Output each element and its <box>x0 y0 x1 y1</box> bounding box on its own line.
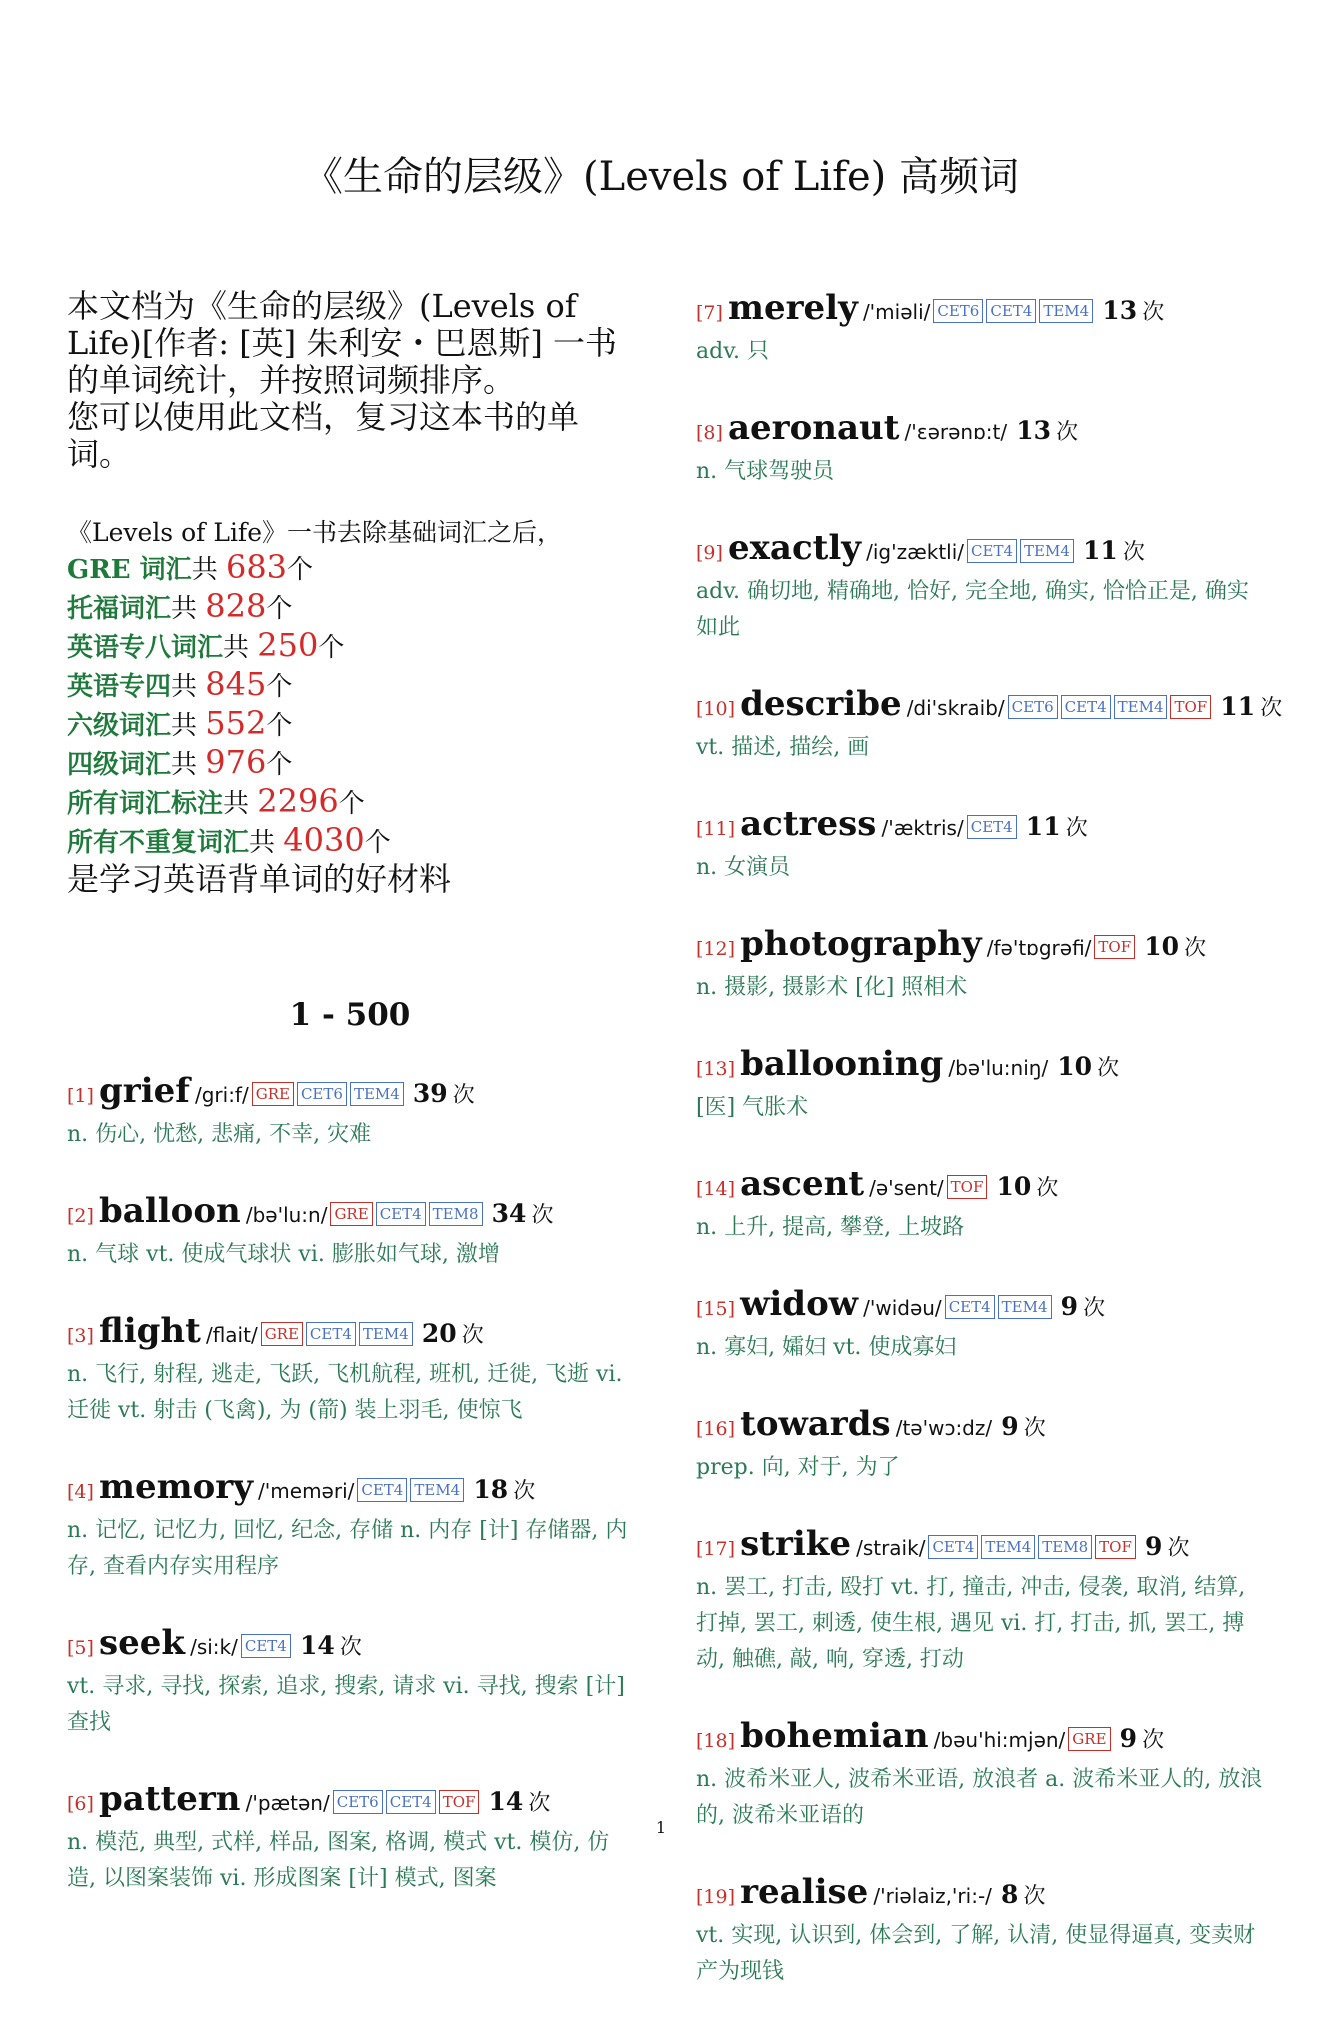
exam-tag: TEM4 <box>1020 539 1074 563</box>
entry-count-unit: 次 <box>1097 1056 1120 1081</box>
entry-word: towards <box>740 1404 891 1444</box>
entry-index: [11] <box>696 818 736 840</box>
exam-tag: CET6 <box>1008 695 1058 719</box>
exam-tag: TEM4 <box>410 1478 464 1502</box>
word-entry <box>696 924 1266 1006</box>
exam-tag: CET4 <box>306 1322 356 1346</box>
stat-mid: 共 <box>171 750 206 780</box>
stats-closing: 是学习英语背单词的好材料 <box>67 860 452 898</box>
stat-mid: 共 <box>191 555 226 585</box>
entry-count-unit: 次 <box>1122 540 1145 565</box>
stat-value: 976 <box>205 743 267 781</box>
exam-tag: CET4 <box>357 1478 407 1502</box>
entry-definition: n. 波希米亚人, 波希米亚语, 放浪者 a. 波希米亚人的, 放浪的, 波希米亚语的 <box>696 1767 1263 1828</box>
stat-line <box>67 744 633 783</box>
entry-count-unit: 次 <box>1065 816 1088 841</box>
stat-label: 所有词汇标注 <box>67 789 224 819</box>
entry-word: seek <box>99 1623 185 1663</box>
stat-label: 英语专八词汇 <box>67 633 224 663</box>
entry-index: [4] <box>67 1481 94 1503</box>
entry-word: widow <box>740 1284 859 1324</box>
entry-definition: n. 飞行, 射程, 逃走, 飞跃, 飞机航程, 班机, 迁徙, 飞逝 vi. 迁徙 vt. 射击 (飞禽), 为 (箭) 装上羽毛, 使惊飞 <box>67 1362 623 1423</box>
entry-index: [3] <box>67 1325 94 1347</box>
entry-count-unit: 次 <box>339 1635 362 1660</box>
entry-definition: n. 寡妇, 孀妇 vt. 使成寡妇 <box>696 1335 957 1360</box>
word-entry <box>696 804 1266 886</box>
entry-index: [12] <box>696 938 736 960</box>
entry-count: 14 <box>299 1631 335 1660</box>
entry-count-unit: 次 <box>531 1203 554 1228</box>
stat-mid: 共 <box>223 633 258 663</box>
word-entry <box>696 1164 1266 1246</box>
entry-phonetic: /bə'lu:n/ <box>245 1203 328 1227</box>
entry-index: [10] <box>696 698 736 720</box>
entry-word: exactly <box>728 528 862 568</box>
entry-word: photography <box>740 924 982 964</box>
entry-list-right <box>696 288 1283 1990</box>
word-entry <box>67 1467 633 1585</box>
stat-line <box>67 666 633 705</box>
entry-count: 11 <box>1025 812 1061 841</box>
stat-unit: 个 <box>266 672 293 702</box>
word-entry <box>696 288 1266 370</box>
exam-tag: GRE <box>261 1322 303 1346</box>
entry-word: actress <box>740 804 877 844</box>
entry-count: 39 <box>412 1079 448 1108</box>
entry-head <box>696 1044 1266 1090</box>
entry-index: [2] <box>67 1205 94 1227</box>
entry-head <box>67 1467 633 1513</box>
stat-unit: 个 <box>266 711 293 741</box>
word-entry <box>696 1716 1266 1834</box>
entry-index: [17] <box>696 1538 736 1560</box>
entry-index: [15] <box>696 1298 736 1320</box>
stat-label: 四级词汇 <box>67 750 172 780</box>
entry-phonetic: /fə'tɒgrəfi/ <box>986 936 1092 960</box>
entry-word: ascent <box>740 1164 865 1204</box>
entry-word: memory <box>99 1467 253 1507</box>
entry-head <box>696 1872 1266 1918</box>
stat-value: 250 <box>257 626 319 664</box>
exam-tag: TOF <box>439 1790 480 1814</box>
entry-head <box>696 408 1266 454</box>
entry-head <box>696 924 1266 970</box>
entry-phonetic: /si:k/ <box>190 1635 238 1659</box>
entry-index: [1] <box>67 1085 94 1107</box>
entry-word: merely <box>728 288 858 328</box>
entry-head <box>67 1071 633 1117</box>
stat-mid: 共 <box>223 789 258 819</box>
word-entry <box>67 1779 633 1897</box>
entry-word: strike <box>740 1524 851 1564</box>
entry-word: balloon <box>99 1191 241 1231</box>
entry-head <box>696 1524 1266 1570</box>
stat-line <box>67 822 633 861</box>
entry-count-unit: 次 <box>1036 1176 1059 1201</box>
stat-line <box>67 783 633 822</box>
stat-unit: 个 <box>318 633 345 663</box>
entry-phonetic: /straik/ <box>856 1536 926 1560</box>
entry-count: 18 <box>473 1475 509 1504</box>
right-column <box>696 288 1283 2028</box>
entry-definition: n. 伤心, 忧愁, 悲痛, 不幸, 灾难 <box>67 1122 372 1147</box>
stat-line <box>67 705 633 744</box>
exam-tag: TEM4 <box>1114 695 1168 719</box>
stat-mid: 共 <box>171 594 206 624</box>
entry-count-unit: 次 <box>1056 420 1079 445</box>
entry-definition: n. 罢工, 打击, 殴打 vt. 打, 撞击, 冲击, 侵袭, 取消, 结算, 打掉, 罢工, 刺透, 使生根, 遇见 vi. 打, 打击, 抓, 罢工, 搏动, 触礁, 敲, 响, 穿透, 打动 <box>696 1575 1246 1672</box>
stat-value: 2296 <box>257 782 339 820</box>
entry-count: 13 <box>1016 416 1052 445</box>
entry-count: 9 <box>1144 1532 1163 1561</box>
entry-index: [5] <box>67 1637 94 1659</box>
stat-value: 828 <box>205 587 267 625</box>
exam-tag: GRE <box>252 1082 294 1106</box>
entry-head <box>696 1284 1266 1330</box>
entry-count-unit: 次 <box>452 1083 475 1108</box>
exam-tag: TEM4 <box>359 1322 413 1346</box>
entry-word: pattern <box>99 1779 241 1819</box>
entry-list-left <box>67 1071 633 1897</box>
entry-phonetic: /'meməri/ <box>258 1479 355 1503</box>
entry-definition: [医] 气胀术 <box>696 1095 809 1120</box>
entry-definition: adv. 确切地, 精确地, 恰好, 完全地, 确实, 恰恰正是, 确实如此 <box>696 579 1249 640</box>
stat-line <box>67 627 633 666</box>
entry-head <box>696 1164 1266 1210</box>
stats-heading: 《Levels of Life》一书去除基础词汇之后， <box>67 518 562 547</box>
stats-list <box>67 549 633 861</box>
entry-count: 11 <box>1082 536 1118 565</box>
exam-tag: CET6 <box>297 1082 347 1106</box>
stat-value: 4030 <box>283 821 365 859</box>
word-entry <box>696 1284 1266 1366</box>
entry-index: [8] <box>696 422 723 444</box>
word-entry <box>67 1623 633 1741</box>
intro-paragraph <box>67 288 633 473</box>
entry-definition: n. 记忆, 记忆力, 回忆, 纪念, 存储 n. 内存 [计] 存储器, 内存, 查看内存实用程序 <box>67 1518 628 1579</box>
entry-count: 11 <box>1220 692 1256 721</box>
entry-definition: n. 女演员 <box>696 855 791 880</box>
entry-definition: vt. 寻求, 寻找, 探索, 追求, 搜索, 请求 vi. 寻找, 搜索 [计] 查找 <box>67 1674 625 1735</box>
stat-unit: 个 <box>266 750 293 780</box>
exam-tag: CET6 <box>333 1790 383 1814</box>
stat-mid: 共 <box>171 711 206 741</box>
entry-count: 13 <box>1102 296 1138 325</box>
entry-phonetic: /ə'sent/ <box>869 1176 944 1200</box>
entry-count: 8 <box>1001 1880 1019 1909</box>
entry-definition: vt. 描述, 描绘, 画 <box>696 735 870 760</box>
entry-definition: n. 上升, 提高, 攀登, 上坡路 <box>696 1215 965 1240</box>
page-title: 《生命的层级》(Levels of Life) 高频词 <box>303 154 1019 200</box>
exam-tag: CET4 <box>945 1295 995 1319</box>
entry-count-unit: 次 <box>1260 696 1283 721</box>
exam-tag: TEM4 <box>998 1295 1052 1319</box>
entry-count: 9 <box>1001 1412 1019 1441</box>
entry-phonetic: /'æktris/ <box>881 816 964 840</box>
entry-definition: n. 气球 vt. 使成气球状 vi. 膨胀如气球, 激增 <box>67 1242 500 1267</box>
exam-tag: CET4 <box>967 815 1017 839</box>
stat-label: 六级词汇 <box>67 711 172 741</box>
left-column <box>67 288 633 1935</box>
intro-line: 您可以使用此文档，复习这本书的单词。 <box>67 398 580 473</box>
exam-tag: TOF <box>1170 695 1211 719</box>
entry-index: [13] <box>696 1058 736 1080</box>
range-heading: 1 - 500 <box>289 997 411 1033</box>
entry-phonetic: /'widəu/ <box>863 1296 942 1320</box>
entry-count-unit: 次 <box>1023 1416 1046 1441</box>
entry-definition: n. 模范, 典型, 式样, 样品, 图案, 格调, 模式 vt. 模仿, 仿造, 以图案装饰 vi. 形成图案 [计] 模式, 图案 <box>67 1830 610 1891</box>
word-entry <box>67 1191 633 1273</box>
entry-head <box>696 804 1266 850</box>
entry-definition: n. 气球驾驶员 <box>696 459 835 484</box>
exam-tag: CET4 <box>928 1535 978 1559</box>
entry-definition: n. 摄影, 摄影术 [化] 照相术 <box>696 975 968 1000</box>
exam-tag: TOF <box>1095 1535 1136 1559</box>
entry-head <box>696 1716 1266 1762</box>
entry-count-unit: 次 <box>1142 300 1165 325</box>
stat-label: 所有不重复词汇 <box>67 828 250 858</box>
entry-phonetic: /di'skraib/ <box>906 696 1005 720</box>
word-entry <box>696 1872 1266 1990</box>
exam-tag: CET4 <box>376 1202 426 1226</box>
word-entry <box>696 408 1266 490</box>
exam-tag: GRE <box>1068 1727 1110 1751</box>
entry-head <box>696 684 1283 730</box>
entry-count: 34 <box>491 1199 527 1228</box>
entry-head <box>67 1191 633 1237</box>
stat-label: 托福词汇 <box>67 594 172 624</box>
entry-word: realise <box>740 1872 869 1912</box>
entry-word: aeronaut <box>728 408 900 448</box>
entry-phonetic: /'ɛərənɒ:t/ <box>904 420 1008 444</box>
exam-tag: TOF <box>1094 935 1135 959</box>
entry-count-unit: 次 <box>513 1479 536 1504</box>
entry-count-unit: 次 <box>528 1791 551 1816</box>
exam-tag: CET4 <box>986 299 1036 323</box>
exam-tag: GRE <box>330 1202 372 1226</box>
entry-index: [16] <box>696 1418 736 1440</box>
exam-tag: TEM8 <box>429 1202 483 1226</box>
entry-count-unit: 次 <box>1184 936 1207 961</box>
page-number: 1 <box>655 1818 667 1837</box>
stat-label: 英语专四 <box>67 672 172 702</box>
entry-word: bohemian <box>740 1716 929 1756</box>
entry-count-unit: 次 <box>1083 1296 1106 1321</box>
stat-unit: 个 <box>364 828 391 858</box>
exam-tag: CET4 <box>386 1790 436 1814</box>
entry-head <box>696 288 1266 334</box>
intro-line: 本文档为《生命的层级》(Levels of Life)[作者: [英] 朱利安・巴恩斯] 一书的单词统计，并按照词频排序。 <box>67 287 617 399</box>
entry-count: 10 <box>996 1172 1032 1201</box>
entry-index: [9] <box>696 542 723 564</box>
entry-phonetic: /bə'lu:niŋ/ <box>948 1056 1049 1080</box>
entry-count-unit: 次 <box>1023 1884 1046 1909</box>
exam-tag: TOF <box>947 1175 988 1199</box>
entry-index: [18] <box>696 1730 736 1752</box>
stat-unit: 个 <box>287 555 314 585</box>
entry-phonetic: /'pætən/ <box>245 1791 330 1815</box>
entry-head <box>67 1623 633 1669</box>
exam-tag: CET4 <box>1061 695 1111 719</box>
entry-phonetic: /flait/ <box>205 1323 258 1347</box>
entry-definition: vt. 实现, 认识到, 体会到, 了解, 认清, 使显得逼真, 变卖财产为现钱 <box>696 1923 1256 1984</box>
stat-mid: 共 <box>171 672 206 702</box>
word-entry <box>67 1071 633 1153</box>
entry-word: flight <box>99 1311 201 1351</box>
entry-word: describe <box>740 684 902 724</box>
stat-value: 552 <box>205 704 267 742</box>
word-entry <box>696 684 1283 766</box>
exam-tag: TEM4 <box>981 1535 1035 1559</box>
word-entry <box>696 1404 1266 1486</box>
word-entry <box>696 1044 1266 1126</box>
entry-phonetic: /ig'zæktli/ <box>866 540 965 564</box>
word-entry <box>696 1524 1266 1678</box>
entry-count: 9 <box>1060 1292 1079 1321</box>
entry-phonetic: /bəu'hi:mjən/ <box>933 1728 1066 1752</box>
entry-index: [6] <box>67 1793 94 1815</box>
entry-head <box>696 1404 1266 1450</box>
stat-unit: 个 <box>338 789 365 819</box>
exam-tag: CET4 <box>241 1634 291 1658</box>
entry-count-unit: 次 <box>1142 1728 1165 1753</box>
word-entry <box>696 528 1266 646</box>
entry-phonetic: /'miəli/ <box>862 300 931 324</box>
stat-label: GRE 词汇 <box>67 555 192 585</box>
entry-phonetic: /gri:f/ <box>194 1083 249 1107</box>
word-entry <box>67 1311 633 1429</box>
entry-definition: adv. 只 <box>696 339 770 364</box>
entry-head <box>696 528 1266 574</box>
entry-word: ballooning <box>740 1044 944 1084</box>
entry-phonetic: /'riəlaiz,'ri:-/ <box>873 1884 992 1908</box>
entry-word: grief <box>99 1071 190 1111</box>
entry-count: 9 <box>1119 1724 1138 1753</box>
entry-index: [7] <box>696 302 723 324</box>
stat-line <box>67 549 633 588</box>
exam-tag: CET6 <box>933 299 983 323</box>
stat-line <box>67 588 633 627</box>
entry-count-unit: 次 <box>1167 1536 1190 1561</box>
entry-count: 10 <box>1144 932 1180 961</box>
exam-tag: TEM4 <box>1039 299 1093 323</box>
entry-count: 20 <box>421 1319 457 1348</box>
stat-value: 845 <box>205 665 267 703</box>
entry-head <box>67 1311 633 1357</box>
entry-phonetic: /tə'wɔ:dz/ <box>895 1416 993 1440</box>
entry-count-unit: 次 <box>461 1323 484 1348</box>
exam-tag: TEM4 <box>350 1082 404 1106</box>
entry-definition: prep. 向, 对于, 为了 <box>696 1455 900 1480</box>
entry-count: 14 <box>488 1787 524 1816</box>
stat-unit: 个 <box>266 594 293 624</box>
entry-count: 10 <box>1057 1052 1093 1081</box>
entry-index: [14] <box>696 1178 736 1200</box>
exam-tag: TEM8 <box>1038 1535 1092 1559</box>
entry-index: [19] <box>696 1886 736 1908</box>
exam-tag: CET4 <box>967 539 1017 563</box>
stat-mid: 共 <box>249 828 284 858</box>
stat-value: 683 <box>225 548 288 586</box>
